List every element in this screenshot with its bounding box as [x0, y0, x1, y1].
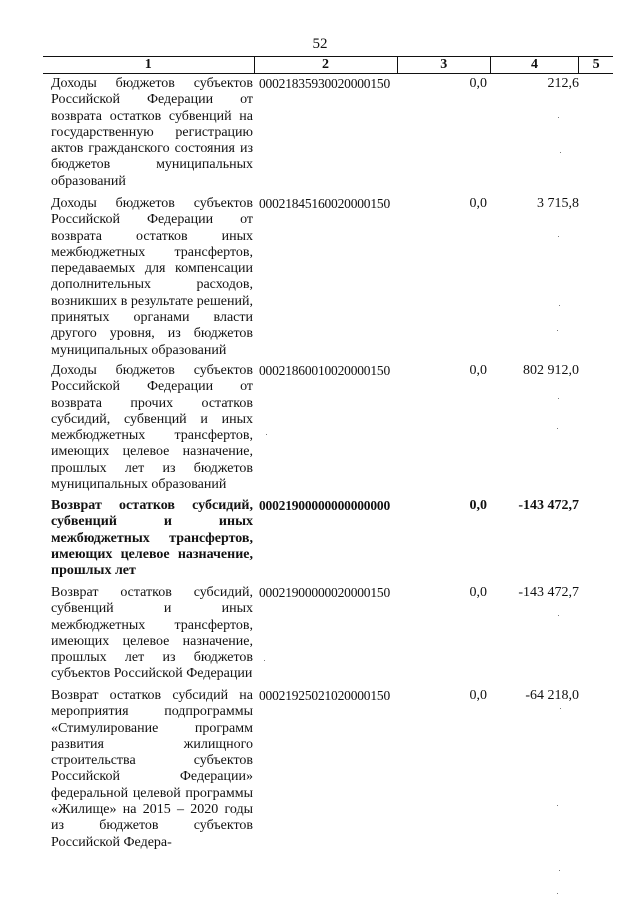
row-col3: 0,0 — [469, 363, 487, 378]
scan-speck — [558, 236, 559, 237]
row-col3: 0,0 — [469, 196, 487, 211]
table-row — [43, 688, 613, 851]
row-col4: 212,6 — [547, 76, 579, 91]
row-col3: 0,0 — [469, 688, 487, 703]
scan-speck — [558, 398, 559, 399]
scan-speck — [559, 305, 560, 306]
row-col4: 802 912,0 — [523, 363, 579, 378]
scan-speck — [264, 660, 265, 661]
page-number: 52 — [312, 36, 328, 52]
row-name: Возврат остатков субсидий, субвенций и иных межбюджетных трансфертов, имеющих целевое назначение, прошлых лет — [51, 498, 253, 579]
row-code: 00021900000020000150 — [259, 585, 391, 600]
header-col-2: 2 — [255, 57, 398, 73]
scan-speck — [266, 434, 267, 435]
scan-speck — [557, 330, 558, 331]
table-row-total — [43, 498, 613, 579]
row-col4: -143 472,7 — [518, 585, 579, 600]
row-col3: 0,0 — [469, 498, 487, 513]
scan-speck — [560, 708, 561, 709]
table-row — [43, 196, 613, 359]
row-code: 00021900000000000000 — [259, 498, 391, 513]
scan-speck — [558, 615, 559, 616]
scan-speck — [559, 870, 560, 871]
row-name: Доходы бюджетов субъектов Российской Федерации от возврата прочих остатков субсидий, субвенций и иных межбюджетных трансфертов, имеющих целевое назначение, прошлых лет из бюджетов муниципальных образований — [51, 363, 253, 493]
scan-speck — [557, 428, 558, 429]
scan-speck — [560, 152, 561, 153]
row-col4: -143 472,7 — [518, 498, 579, 513]
row-col4: -64 218,0 — [525, 688, 579, 703]
row-col4: 3 715,8 — [537, 196, 579, 211]
scan-speck — [558, 117, 559, 118]
row-code: 00021860010020000150 — [259, 363, 391, 378]
row-name: Доходы бюджетов субъектов Российской Федерации от возврата остатков иных межбюджетных трансфертов, передаваемых для компенсации дополнительных расходов, возникших в результате решений, принятых органами власти другого уровня, из бюджетов муниципальных образований — [51, 196, 253, 358]
header-col-5: 5 — [592, 57, 600, 72]
table-header — [43, 56, 613, 74]
header-col-1: 1 — [43, 57, 255, 73]
row-name: Возврат остатков субсидий на мероприятия подпрограммы «Стимулирование программ развития жилищного строительства субъектов Российской Федерации» федеральной целевой программы «Жилище» на 2015 – 2020 годы из бюджетов субъектов Российской Федера- — [51, 688, 253, 850]
table-row — [43, 585, 613, 683]
row-name: Доходы бюджетов субъектов Российской Федерации от возврата остатков субвенций на государственную регистрацию актов гражданского состояния из бюджетов муниципальных образований — [51, 76, 253, 189]
header-col-4: 4 — [491, 57, 579, 73]
scan-speck — [557, 805, 558, 806]
row-code: 00021835930020000150 — [259, 76, 391, 91]
row-name: Возврат остатков субсидий, субвенций и иных межбюджетных трансфертов, имеющих целевое назначение, прошлых лет из бюджетов субъектов Российской Федерации — [51, 585, 253, 682]
table-row — [43, 363, 613, 493]
table-row — [43, 76, 613, 190]
row-col3: 0,0 — [469, 76, 487, 91]
row-col3: 0,0 — [469, 585, 487, 600]
row-code: 00021845160020000150 — [259, 196, 391, 211]
header-col-3: 3 — [398, 57, 491, 73]
scan-speck — [557, 893, 558, 894]
row-code: 00021925021020000150 — [259, 688, 391, 703]
